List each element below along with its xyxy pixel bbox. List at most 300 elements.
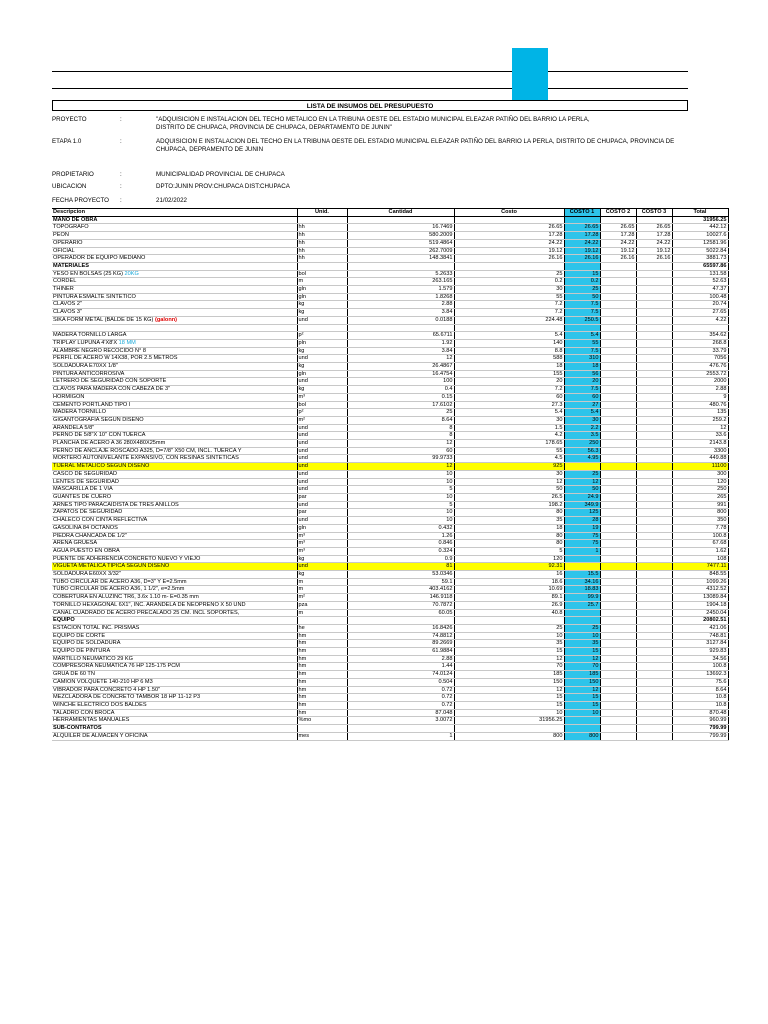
cell-total-text: 2000 [714, 378, 727, 385]
cell-cost-3-text: 17.28 [656, 232, 671, 239]
cell-cost [454, 455, 564, 463]
cell-description [52, 555, 297, 563]
cell-cost [454, 501, 564, 509]
cell-description [52, 232, 297, 240]
cell-cost-1 [564, 470, 600, 478]
table-row [52, 316, 728, 324]
cell-quantity [347, 509, 454, 517]
cell-total [672, 709, 728, 717]
cell-total [672, 316, 728, 324]
cell-cost-1 [564, 678, 600, 686]
cell-quantity-text: 580.2009 [429, 232, 453, 239]
cell-description [52, 393, 297, 401]
cell-cost-3 [636, 717, 672, 725]
cell-total [672, 409, 728, 417]
cell-cost-2-text: 26.16 [620, 255, 635, 262]
cell-description-text: GUANTES DE CUERO [53, 494, 112, 500]
cell-unit [297, 416, 347, 424]
cell-cost-1 [564, 270, 600, 278]
cell-unit [297, 725, 347, 733]
table-row [52, 278, 728, 286]
table-row [52, 501, 728, 509]
cell-cost-1-text: 26.65 [584, 224, 599, 231]
cell-unit [297, 517, 347, 525]
cell-unit [297, 609, 347, 617]
cell-cost-1 [564, 278, 600, 286]
cell-cost [454, 470, 564, 478]
cell-quantity-text: 5 [449, 486, 453, 493]
cell-cost-1 [564, 617, 600, 625]
cell-quantity [347, 270, 454, 278]
cell-unit [297, 486, 347, 494]
cell-description [52, 686, 297, 694]
cell-cost-2 [600, 286, 636, 294]
cell-unit [297, 509, 347, 517]
cell-cost [454, 370, 564, 378]
cell-cost-3 [636, 563, 672, 571]
cell-cost-2 [600, 648, 636, 656]
cell-cost [454, 547, 564, 555]
cell-total-text: 3881.73 [706, 255, 727, 262]
table-row [52, 386, 728, 394]
cell-unit-text: hm [298, 648, 307, 655]
table-row [52, 586, 728, 594]
cell-cost-2 [600, 393, 636, 401]
table-row [52, 640, 728, 648]
cell-cost [454, 440, 564, 448]
cell-cost-1-text: 150 [589, 678, 599, 685]
cell-unit-text: mes [298, 732, 310, 739]
cell-cost-1 [564, 532, 600, 540]
cell-cost-1 [564, 301, 600, 309]
cell-cost-1-text: 1 [595, 547, 599, 554]
cell-description-text: MEZCLADORA DE CONCRETO TAMBOR 18 HP 11-12 P3 [53, 694, 201, 701]
cell-unit [297, 239, 347, 247]
table-row [52, 563, 728, 571]
table-row [52, 232, 728, 240]
cell-cost-1-text: 35 [592, 640, 599, 647]
cell-cost-2 [600, 255, 636, 263]
cell-cost [454, 416, 564, 424]
cell-total [672, 586, 728, 594]
cell-cost-2 [600, 463, 636, 471]
cell-quantity-text: 519.4864 [429, 239, 453, 246]
cell-quantity-text: 59.1 [441, 578, 453, 585]
cell-quantity-text: 146.9118 [429, 594, 453, 601]
cell-quantity-text: 0.72 [441, 694, 453, 701]
cell-cost-3 [636, 632, 672, 640]
cell-cost [454, 678, 564, 686]
cell-total [672, 262, 728, 270]
cell-unit [297, 470, 347, 478]
cell-quantity-text: 5.2633 [435, 270, 453, 277]
cell-unit [297, 555, 347, 563]
cell-cost-1 [564, 717, 600, 725]
cell-cost-3 [636, 424, 672, 432]
cell-description-text: PEON [53, 232, 69, 239]
cell-cost [454, 609, 564, 617]
location-field: UBICACION : DPTO:JUNIN PROV:CHUPACA DIST:CHUPACA [52, 183, 290, 190]
column-header: Total [672, 209, 728, 217]
cell-cost-1 [564, 517, 600, 525]
cell-total-text: 131.58 [709, 270, 727, 277]
cell-quantity-text: 10 [446, 494, 453, 500]
cell-cost-3 [636, 393, 672, 401]
cell-cost [454, 617, 564, 625]
cell-quantity-text: 100 [443, 378, 453, 385]
cell-description-text: COMPRESORA NEUMATICA 76 HP 125-175 PCM [53, 663, 180, 670]
table-row [52, 224, 728, 232]
cell-total [672, 455, 728, 463]
cell-cost-text: 30 [556, 416, 563, 423]
cell-unit [297, 678, 347, 686]
cell-cost-1 [564, 578, 600, 586]
cell-unit-text: und [298, 447, 308, 454]
cell-unit [297, 532, 347, 540]
cell-unit-text: %mo [298, 717, 312, 724]
cell-total [672, 432, 728, 440]
cell-total [672, 347, 728, 355]
cell-unit-text: gln [298, 293, 306, 300]
cell-cost-text: 10 [556, 632, 563, 639]
cell-total-text: 34.56 [712, 655, 727, 662]
cell-cost [454, 732, 564, 740]
cell-description-text: LETRERO DE SEGURIDAD CON SOPORTE [53, 378, 167, 385]
cell-total-text: 3127.84 [706, 640, 727, 647]
cell-total-text: 250 [717, 486, 727, 493]
cell-total-text: 800 [717, 509, 727, 516]
cell-total-text: 67.68 [712, 540, 727, 547]
cell-quantity-text: 17.6102 [432, 401, 453, 408]
cell-cost-3 [636, 324, 672, 332]
table-row [52, 247, 728, 255]
cell-cost [454, 424, 564, 432]
cell-cost-1-text: 56.3 [587, 447, 599, 454]
table-row [52, 339, 728, 347]
cell-cost-2 [600, 347, 636, 355]
cell-total [672, 339, 728, 347]
cell-cost-text: 7.2 [554, 301, 563, 308]
cell-description [52, 278, 297, 286]
cell-quantity-text: 2.88 [441, 301, 453, 308]
cell-total-text: 300 [717, 470, 727, 477]
cell-cost-text: 10.69 [548, 586, 563, 593]
cell-quantity-text: 8.64 [441, 416, 453, 423]
cell-quantity-text: 12 [446, 355, 453, 362]
cell-total [672, 416, 728, 424]
cell-description [52, 316, 297, 324]
cell-unit [297, 309, 347, 317]
cell-cost-1-text: 28 [592, 517, 599, 524]
cell-cost [454, 640, 564, 648]
cell-cost-2 [600, 632, 636, 640]
cell-unit [297, 463, 347, 471]
cell-cost-3 [636, 517, 672, 525]
cell-cost [454, 355, 564, 363]
highlight-column-header [512, 48, 548, 100]
cell-cost-1 [564, 640, 600, 648]
cell-cost-1 [564, 347, 600, 355]
cell-unit [297, 409, 347, 417]
cell-cost-text: 588 [553, 355, 563, 362]
cell-quantity [347, 455, 454, 463]
cell-unit-text: m³ [298, 540, 306, 547]
cell-total-text: 10027.6 [706, 232, 727, 239]
cell-description [52, 301, 297, 309]
cell-total [672, 732, 728, 740]
cell-description [52, 578, 297, 586]
cell-cost-2 [600, 663, 636, 671]
cell-cost-2 [600, 563, 636, 571]
cell-description [52, 332, 297, 340]
table-row [52, 447, 728, 455]
cell-cost [454, 339, 564, 347]
cell-quantity-text: 0.15 [441, 393, 453, 400]
cell-cost-1 [564, 416, 600, 424]
table-row [52, 432, 728, 440]
cell-quantity-text: 60.05 [438, 609, 453, 616]
cell-quantity-text: 2.88 [441, 655, 453, 662]
cell-quantity [347, 386, 454, 394]
cell-description [52, 601, 297, 609]
cell-cost-3 [636, 678, 672, 686]
cell-description [52, 355, 297, 363]
cell-cost-3 [636, 332, 672, 340]
cell-quantity [347, 517, 454, 525]
cell-description [52, 617, 297, 625]
cell-quantity-text: 148.3841 [429, 255, 453, 262]
cell-unit-text: m³ [298, 532, 306, 539]
cell-unit-text: hm [298, 640, 307, 647]
cell-total [672, 239, 728, 247]
cell-cost-text: 5 [559, 547, 563, 554]
cell-total [672, 578, 728, 586]
cell-cost-text: 92.31 [548, 563, 563, 570]
cell-cost [454, 717, 564, 725]
cell-cost-2 [600, 386, 636, 394]
table-row [52, 378, 728, 386]
cell-cost-2 [600, 725, 636, 733]
cell-cost-text: 18.6 [551, 578, 563, 585]
cell-description-text: PUENTE DE ADHERENCIA CONCRETO NUEVO Y VIEJO [53, 555, 201, 562]
cell-cost-text: 26.16 [548, 255, 563, 262]
cell-total-text: 870.48 [709, 709, 727, 716]
cell-description-text: ALAMBRE NEGRO RECOCIDO N° 8 [53, 347, 146, 354]
cell-cost-1 [564, 378, 600, 386]
table-row [52, 455, 728, 463]
cell-cost-2 [600, 494, 636, 502]
cell-total-text: 1904.18 [706, 601, 727, 608]
cell-cost-text: 16 [556, 571, 563, 578]
cell-quantity [347, 632, 454, 640]
cell-quantity-text: 74.8812 [432, 632, 453, 639]
cell-quantity [347, 532, 454, 540]
cell-quantity [347, 686, 454, 694]
cell-cost-1-text: 56 [592, 370, 599, 377]
cell-cost-1-text: 7.5 [590, 309, 599, 316]
cell-cost-3 [636, 247, 672, 255]
cell-description-text: GRUA DE 60 TN [53, 671, 95, 678]
cell-quantity-text: 1.579 [438, 286, 453, 293]
cell-cost-3 [636, 509, 672, 517]
cell-cost-2-text: 19.12 [620, 247, 635, 254]
cell-unit [297, 432, 347, 440]
cell-quantity-text: 1.8268 [435, 293, 453, 300]
cell-description [52, 486, 297, 494]
cell-description [52, 509, 297, 517]
cell-unit [297, 671, 347, 679]
cell-unit [297, 540, 347, 548]
cell-cost-1 [564, 594, 600, 602]
cell-description [52, 655, 297, 663]
cell-total-text: 27.65 [712, 309, 727, 316]
cell-cost-2 [600, 624, 636, 632]
cell-unit-text: und [298, 316, 308, 323]
cell-quantity-text: 12 [446, 463, 453, 470]
cell-quantity [347, 232, 454, 240]
cell-total-text: 9 [723, 393, 727, 400]
column-header: Descripcion [52, 209, 297, 217]
cell-cost-text: 19.12 [548, 247, 563, 254]
cell-total-text: 449.88 [709, 455, 727, 462]
cell-total-text: 3300 [714, 447, 727, 454]
cell-total-text: 4312.52 [706, 586, 727, 593]
cell-total-text: 265 [717, 494, 727, 500]
cell-cost-text: 40.8 [551, 609, 563, 616]
cell-cost-2 [600, 571, 636, 579]
cell-quantity-text: 0.0188 [435, 316, 453, 323]
table-row [52, 524, 728, 532]
cell-total-text: 259.2 [712, 416, 727, 423]
table-row [52, 517, 728, 525]
section-row [52, 216, 728, 224]
cell-quantity [347, 316, 454, 324]
cell-cost [454, 578, 564, 586]
cell-cost-1 [564, 486, 600, 494]
cell-cost-2 [600, 339, 636, 347]
cell-quantity-text: 8 [449, 432, 453, 439]
cell-unit-text: hh [298, 255, 305, 262]
cell-total [672, 447, 728, 455]
cell-cost [454, 247, 564, 255]
cell-quantity [347, 555, 454, 563]
cell-cost-3 [636, 440, 672, 448]
cell-description [52, 409, 297, 417]
cell-cost-2 [600, 432, 636, 440]
cell-cost-2 [600, 409, 636, 417]
cell-unit-text: m³ [298, 547, 306, 554]
cell-cost-3 [636, 701, 672, 709]
cell-unit [297, 332, 347, 340]
cell-total [672, 386, 728, 394]
cell-quantity [347, 701, 454, 709]
cell-total-text: 476.76 [709, 363, 727, 370]
cell-total [672, 470, 728, 478]
cell-cost-text: 50 [556, 486, 563, 493]
cell-quantity-text: 1.44 [441, 663, 453, 670]
cell-cost-2 [600, 239, 636, 247]
cell-total [672, 324, 728, 332]
cell-cost-1-text: 75 [592, 540, 599, 547]
cell-cost-1 [564, 255, 600, 263]
cell-description [52, 494, 297, 502]
cell-description-text: YESO EN BOLSAS (25 KG) [53, 270, 123, 277]
cell-unit [297, 617, 347, 625]
cell-unit [297, 339, 347, 347]
cell-cost [454, 655, 564, 663]
cell-cost-1-text: 2.2 [590, 424, 599, 431]
cell-unit-text: m [298, 609, 304, 616]
cell-cost-3 [636, 648, 672, 656]
cell-unit-text: und [298, 478, 308, 485]
cell-cost-1 [564, 286, 600, 294]
cell-total-text: 7.78 [715, 524, 727, 531]
cell-total [672, 594, 728, 602]
cell-unit [297, 709, 347, 717]
cell-total-text: 799.99 [709, 732, 727, 739]
cell-unit-text: m [298, 578, 304, 585]
table-row [52, 540, 728, 548]
cell-cost-2 [600, 601, 636, 609]
cell-cost-3 [636, 601, 672, 609]
cell-quantity [347, 663, 454, 671]
cell-cost-1-text: 250.5 [584, 316, 599, 323]
cell-cost-3 [636, 594, 672, 602]
cell-quantity [347, 478, 454, 486]
cell-total [672, 370, 728, 378]
table-row [52, 678, 728, 686]
section-row [52, 617, 728, 625]
cell-quantity [347, 324, 454, 332]
cell-description-text: EQUIPO DE SOLDADURA [53, 640, 121, 647]
cell-description-text: GASOLINA 84 OCTANOS [53, 524, 118, 531]
cell-cost-text: 30 [556, 286, 563, 293]
cell-cost-text: 20 [556, 378, 563, 385]
cell-cost-1 [564, 386, 600, 394]
cell-cost-1 [564, 393, 600, 401]
cell-cost-1 [564, 247, 600, 255]
cell-description [52, 701, 297, 709]
cell-quantity [347, 671, 454, 679]
cell-cost-3-text: 19.12 [656, 247, 671, 254]
cell-cost-1-text: 25.7 [587, 601, 599, 608]
cell-cost-2 [600, 370, 636, 378]
cell-unit [297, 601, 347, 609]
table-row [52, 393, 728, 401]
cell-cost [454, 463, 564, 471]
cell-description [52, 663, 297, 671]
table-row [52, 648, 728, 656]
cell-quantity [347, 293, 454, 301]
cell-description [52, 671, 297, 679]
section-row [52, 262, 728, 270]
table-row [52, 686, 728, 694]
cell-unit [297, 447, 347, 455]
cell-cost-1 [564, 709, 600, 717]
cell-quantity-text: 0.504 [438, 678, 453, 685]
cell-quantity-text: 81 [446, 563, 453, 570]
cell-description-text: EQUIPO DE CORTE [53, 632, 106, 639]
cell-quantity [347, 486, 454, 494]
cell-cost-2 [600, 594, 636, 602]
cell-cost-text: 27.3 [551, 401, 563, 408]
cell-cost-3 [636, 416, 672, 424]
cell-cost-3 [636, 640, 672, 648]
cell-quantity-text: 12 [446, 440, 453, 447]
cell-cost-1-text: 12 [592, 478, 599, 485]
cell-cost [454, 594, 564, 602]
cell-total [672, 286, 728, 294]
